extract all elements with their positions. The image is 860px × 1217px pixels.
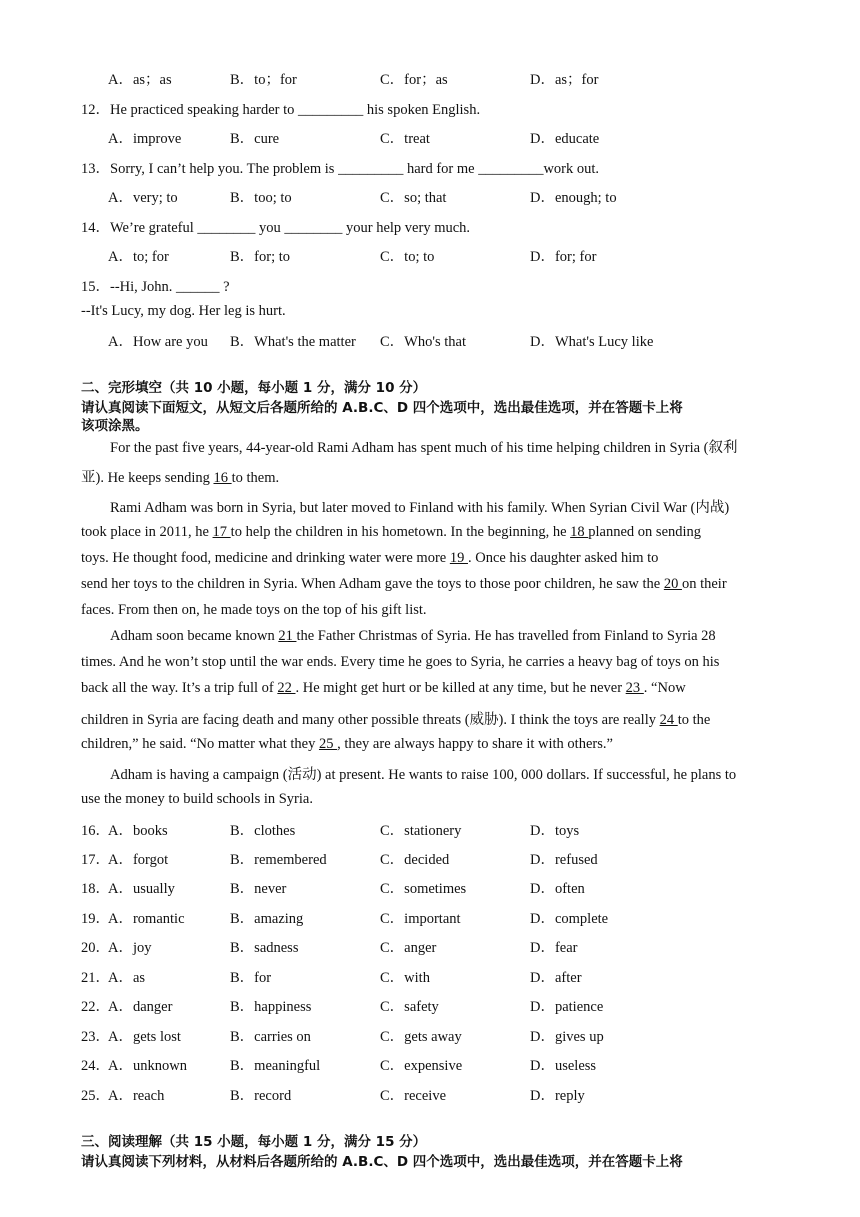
option-b: B．amazing xyxy=(230,911,304,927)
option-a: A．danger xyxy=(108,999,173,1015)
option-b: B．clothes xyxy=(230,823,296,839)
option-b: B．carries on xyxy=(230,1029,311,1045)
passage-line: use the money to build schools in Syria. xyxy=(81,791,313,807)
option-b: B．sadness xyxy=(230,940,299,956)
question-number: 22． xyxy=(81,999,110,1015)
q14-option-a: A．to; for xyxy=(108,249,169,265)
passage-line: times. And he won’t stop until the war ends. Every time he goes to Syria, he carries a heavy bag of toys on his xyxy=(81,654,720,670)
q15-stem-reply: --It's Lucy, my dog. Her leg is hurt. xyxy=(81,303,286,319)
section3-title: 三、阅读理解（共 15 小题，每小题 1 分，满分 15 分） xyxy=(81,1134,427,1150)
option-a: A．romantic xyxy=(108,911,185,927)
q15-option-b: B．What's the matter xyxy=(230,334,356,350)
q14-option-d: D．for; for xyxy=(530,249,597,265)
passage-line: Rami Adham was born in Syria, but later moved to Finland with his family. When Syrian Civil War (内战) xyxy=(110,500,730,516)
q15-option-d: D．What's Lucy like xyxy=(530,334,654,350)
q13-option-d: D．enough; to xyxy=(530,190,617,206)
option-c: C．decided xyxy=(380,852,450,868)
option-d: D．refused xyxy=(530,852,598,868)
option-b: B．never xyxy=(230,881,287,897)
option-d: D．complete xyxy=(530,911,609,927)
option-c: C．stationery xyxy=(380,823,462,839)
option-d: D．patience xyxy=(530,999,604,1015)
option-a: A．gets lost xyxy=(108,1029,181,1045)
option-b: B．happiness xyxy=(230,999,312,1015)
q14-options xyxy=(0,245,860,265)
q15-option-c: C．Who's that xyxy=(380,334,466,350)
q13-option-a: A．very; to xyxy=(108,190,178,206)
section2-instructions: 请认真阅读下面短文，从短文后各题所给的 A.B.C、D 四个选项中，选出最佳选项，并在答题卡上将 xyxy=(81,400,683,416)
q12-option-c: C．treat xyxy=(380,131,430,147)
option-a: A．joy xyxy=(108,940,152,956)
question-number: 19． xyxy=(81,911,110,927)
blank-22: 22 xyxy=(277,680,296,696)
q13-options xyxy=(0,186,860,206)
q15-option-a: A．How are you xyxy=(108,334,208,350)
option-b: B．record xyxy=(230,1088,292,1104)
cloze-option-row xyxy=(0,936,860,956)
q12-stem: 12．He practiced speaking harder to _________ his spoken English. xyxy=(81,102,481,118)
q14-option-c: C．to; to xyxy=(380,249,435,265)
blank-19: 19 xyxy=(449,550,468,566)
passage-line: 亚). He keeps sending 16 to them. xyxy=(81,470,280,486)
cloze-option-row xyxy=(0,848,860,868)
option-a: A．books xyxy=(108,823,168,839)
blank-21: 21 xyxy=(278,628,297,644)
section3-instructions: 请认真阅读下列材料，从材料后各题所给的 A.B.C、D 四个选项中，选出最佳选项，并在答题卡上将 xyxy=(81,1154,683,1170)
passage-line: toys. He thought food, medicine and drinking water were more 19 . Once his daughter asked him to xyxy=(81,550,659,566)
option-b: B．meaningful xyxy=(230,1058,321,1074)
option-a: A．forgot xyxy=(108,852,169,868)
question-number: 25． xyxy=(81,1088,110,1104)
section2-title: 二、完形填空（共 10 小题，每小题 1 分，满分 10 分） xyxy=(81,380,427,396)
option-a: A．usually xyxy=(108,881,175,897)
blank-25: 25 xyxy=(318,736,338,752)
option-d: D．reply xyxy=(530,1088,585,1104)
option-c: C．gets away xyxy=(380,1029,462,1045)
option-a: A．reach xyxy=(108,1088,165,1104)
option-b: B．for xyxy=(230,970,272,986)
option-b: B．remembered xyxy=(230,852,327,868)
question-number: 20． xyxy=(81,940,110,956)
q12-options xyxy=(0,127,860,147)
passage-line: For the past five years, 44-year-old Rami Adham has spent much of his time helping children in Syria (叙利 xyxy=(110,440,738,456)
blank-23: 23 xyxy=(625,680,644,696)
option-c: C．safety xyxy=(380,999,439,1015)
blank-24: 24 xyxy=(659,712,678,728)
question-number: 21． xyxy=(81,970,110,986)
option-a: A．as xyxy=(108,970,146,986)
q13-option-c: C．so; that xyxy=(380,190,447,206)
section2-instructions-cont: 该项涂黑。 xyxy=(81,418,149,434)
option-d: D．fear xyxy=(530,940,578,956)
passage-line: Adham soon became known 21 the Father Christmas of Syria. He has travelled from Finland to Syria 28 xyxy=(110,628,716,644)
option-d: D．often xyxy=(530,881,585,897)
q13-option-b: B．too; to xyxy=(230,190,292,206)
question-number: 23． xyxy=(81,1029,110,1045)
option-d: D．after xyxy=(530,970,582,986)
cloze-option-row xyxy=(0,907,860,927)
q11-options xyxy=(0,68,860,88)
q12-option-d: D．educate xyxy=(530,131,600,147)
q14-stem: 14．We’re grateful ________ you ________ your help very much. xyxy=(81,220,471,236)
cloze-option-row xyxy=(0,1084,860,1104)
passage-line: send her toys to the children in Syria. When Adham gave the toys to those poor children, he saw the 20 on their xyxy=(81,576,727,592)
q15-stem: 15．--Hi, John. ______ ? xyxy=(81,279,230,295)
option-a: A．unknown xyxy=(108,1058,187,1074)
option-c: C．expensive xyxy=(380,1058,463,1074)
cloze-option-row xyxy=(0,966,860,986)
cloze-option-row xyxy=(0,1054,860,1074)
passage-line: Adham is having a campaign (活动) at present. He wants to raise 100, 000 dollars. If successful, he plans to xyxy=(110,767,737,783)
q11-option-b: B．to；for xyxy=(230,72,297,88)
q12-option-a: A．improve xyxy=(108,131,182,147)
cloze-option-row xyxy=(0,877,860,897)
q11-option-d: D．as；for xyxy=(530,72,599,88)
q12-option-b: B．cure xyxy=(230,131,280,147)
option-d: D．gives up xyxy=(530,1029,604,1045)
cloze-option-row xyxy=(0,1025,860,1045)
cloze-option-row xyxy=(0,995,860,1015)
blank-17: 17 xyxy=(212,524,231,540)
blank-20: 20 xyxy=(663,576,682,592)
q15-options xyxy=(0,330,860,350)
passage-line: children,” he said. “No matter what they 25 , they are always happy to share it with others.” xyxy=(81,736,613,752)
question-number: 17． xyxy=(81,852,110,868)
option-c: C．receive xyxy=(380,1088,447,1104)
option-c: C．important xyxy=(380,911,461,927)
q14-option-b: B．for; to xyxy=(230,249,291,265)
cloze-option-row xyxy=(0,819,860,839)
q11-option-c: C．for；as xyxy=(380,72,448,88)
option-d: D．useless xyxy=(530,1058,597,1074)
question-number: 16． xyxy=(81,823,110,839)
passage-line: faces. From then on, he made toys on the top of his gift list. xyxy=(81,602,427,618)
option-d: D．toys xyxy=(530,823,580,839)
passage-line: took place in 2011, he 17 to help the children in his hometown. In the beginning, he 18 planned on sending xyxy=(81,524,702,540)
q13-stem: 13．Sorry, I can’t help you. The problem is _________ hard for me _________work out. xyxy=(81,161,600,177)
passage-line: back all the way. It’s a trip full of 22 . He might get hurt or be killed at any time, but he never 23 . “Now xyxy=(81,680,686,696)
question-number: 18． xyxy=(81,881,110,897)
q11-option-a: A．as；as xyxy=(108,72,172,88)
question-number: 24． xyxy=(81,1058,110,1074)
blank-16: 16 xyxy=(213,470,232,486)
option-c: C．sometimes xyxy=(380,881,467,897)
option-c: C．anger xyxy=(380,940,437,956)
passage-line: children in Syria are facing death and many other possible threats (威胁). I think the toys are really 24 to the xyxy=(81,712,711,728)
blank-18: 18 xyxy=(570,524,589,540)
option-c: C．with xyxy=(380,970,430,986)
